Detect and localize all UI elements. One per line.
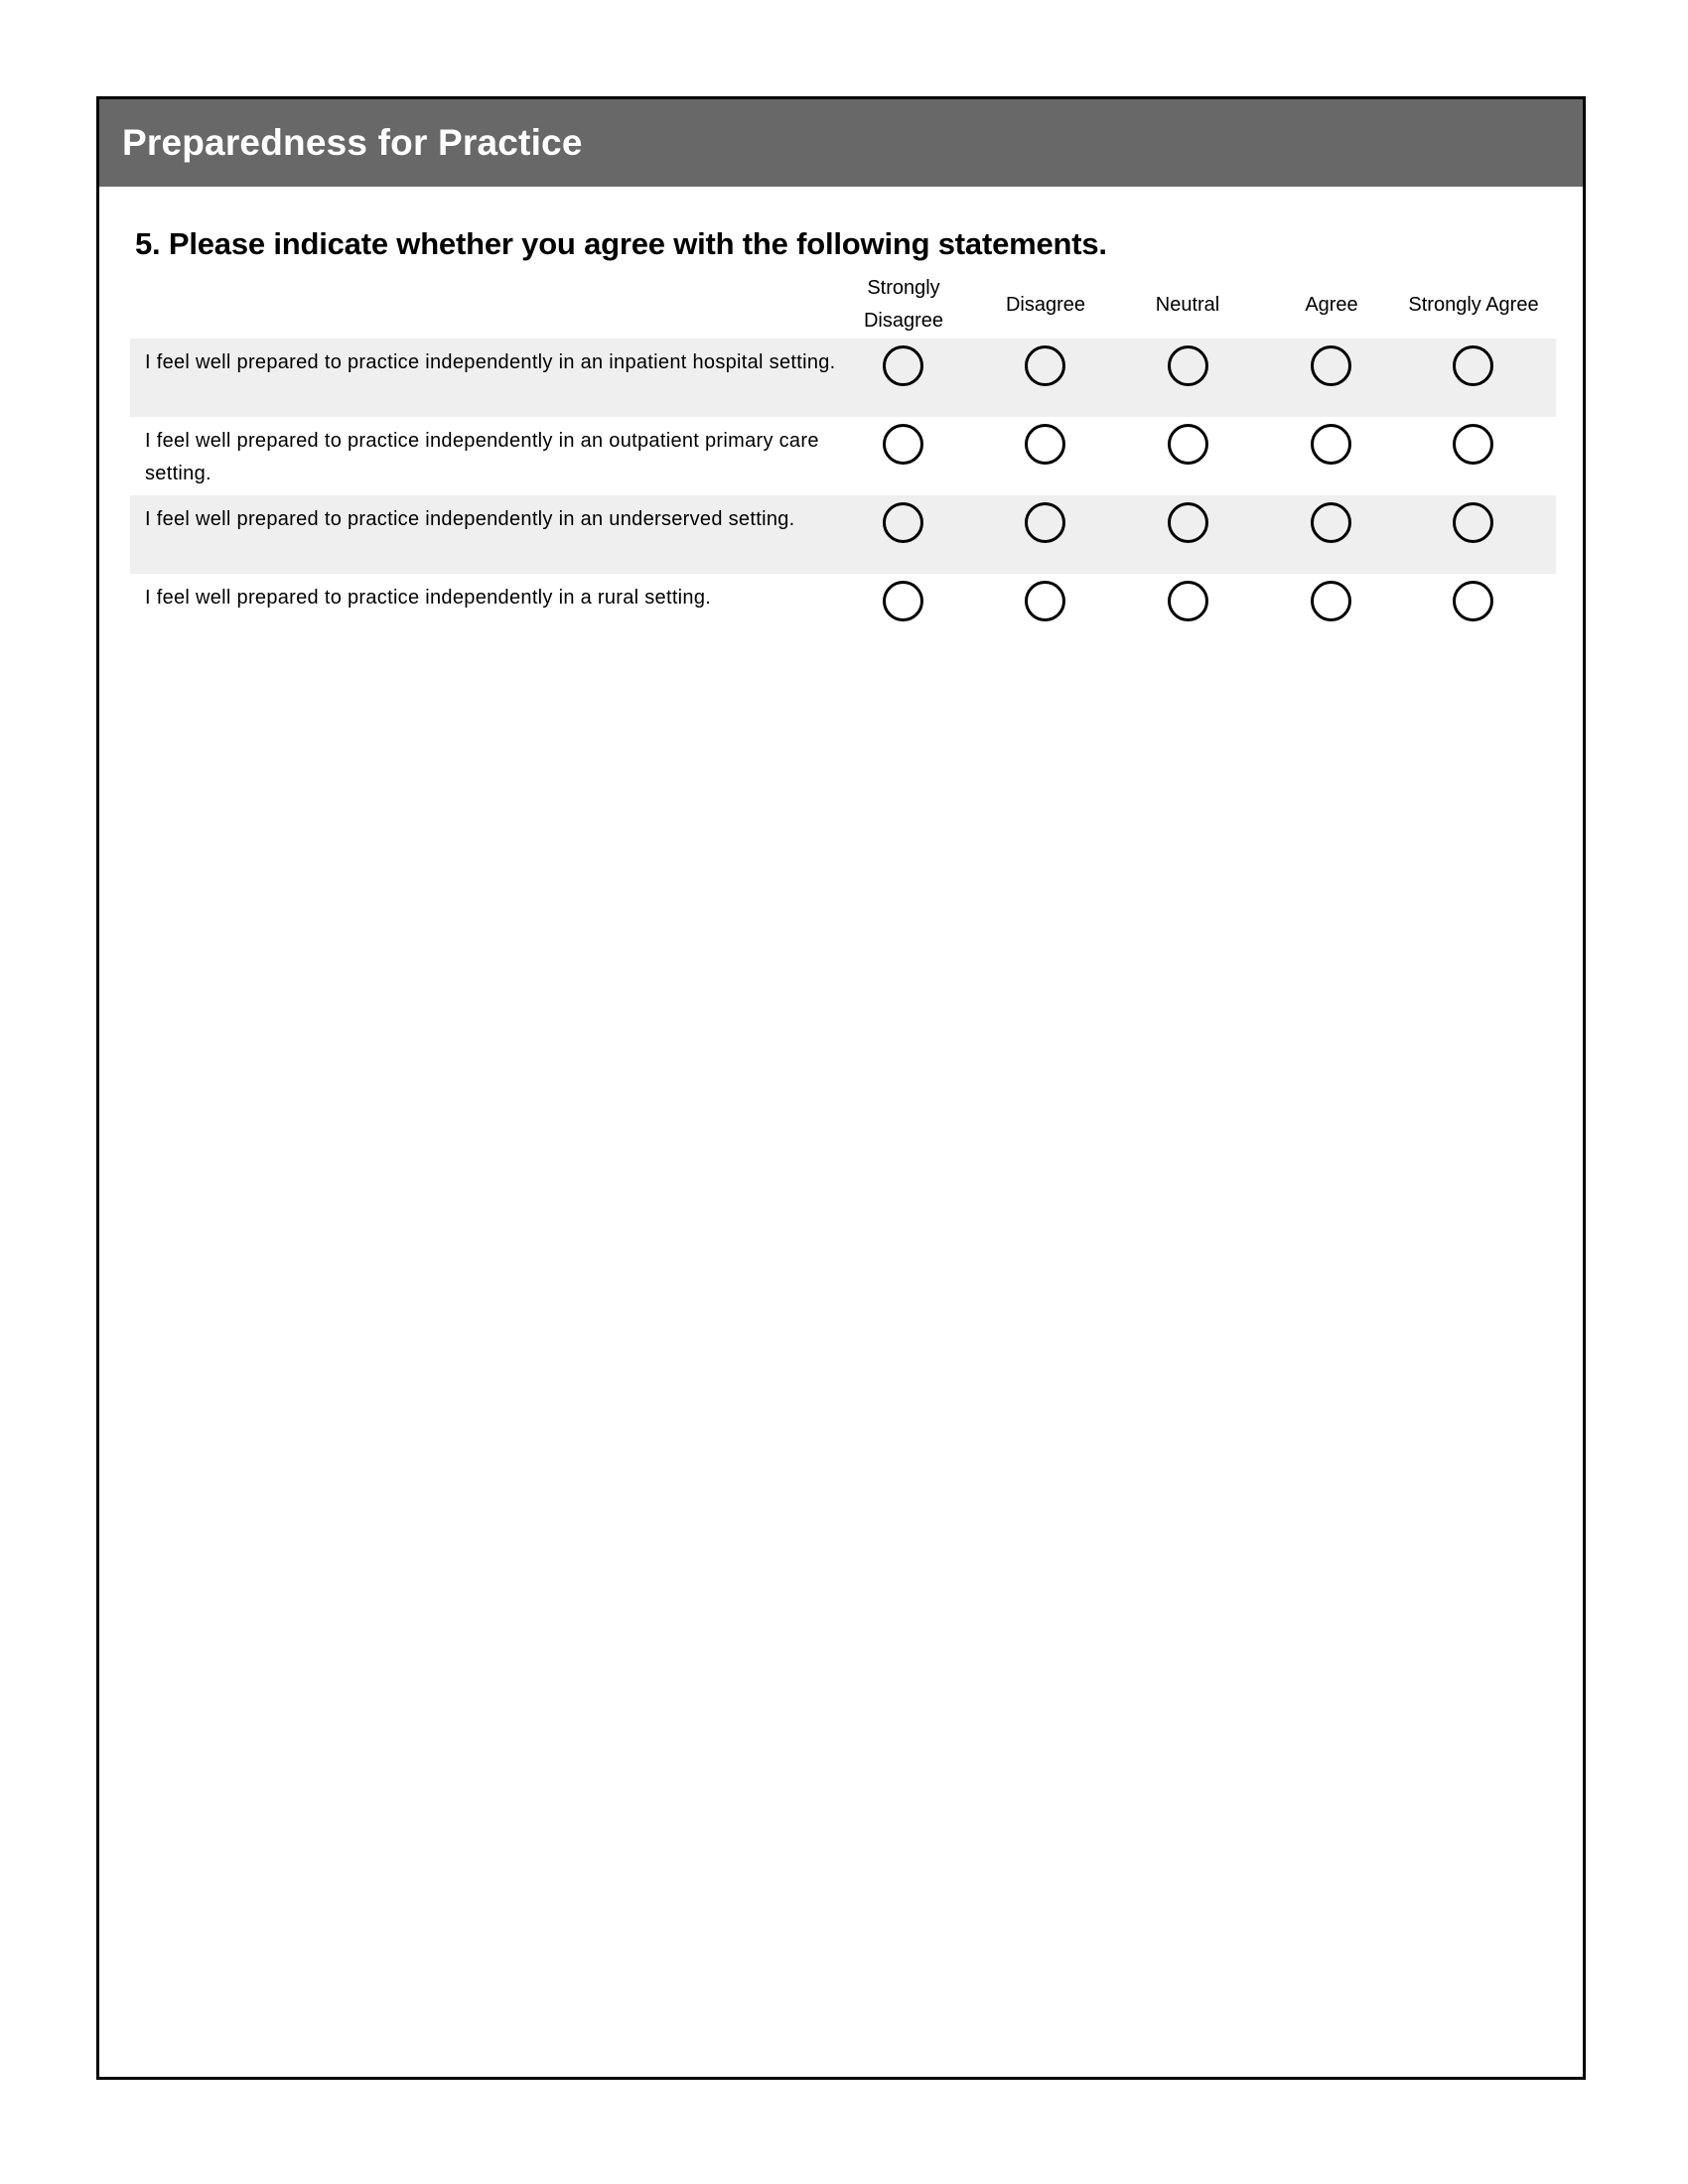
statement-label: I feel well prepared to practice independently in an outpatient primary care setting. bbox=[145, 430, 819, 484]
statement-row-inpatient bbox=[130, 339, 1556, 417]
radio-disagree[interactable] bbox=[1025, 345, 1065, 386]
radio-strongly-agree[interactable] bbox=[1453, 345, 1493, 386]
radio-strongly-agree[interactable] bbox=[1453, 424, 1493, 465]
scale-header-row bbox=[130, 271, 1556, 339]
radio-agree[interactable] bbox=[1311, 502, 1351, 543]
radio-disagree[interactable] bbox=[1025, 502, 1065, 543]
question-title: 5. Please indicate whether you agree with the following statements. bbox=[135, 226, 1107, 261]
radio-strongly-disagree[interactable] bbox=[883, 502, 923, 543]
radio-agree[interactable] bbox=[1311, 581, 1351, 621]
survey-page bbox=[96, 96, 1586, 2080]
scale-label-agree: Agree bbox=[1305, 293, 1358, 316]
radio-agree[interactable] bbox=[1311, 424, 1351, 465]
radio-disagree[interactable] bbox=[1025, 581, 1065, 621]
scale-label-neutral: Neutral bbox=[1155, 293, 1220, 316]
radio-strongly-disagree[interactable] bbox=[883, 581, 923, 621]
statement-label: I feel well prepared to practice independently in a rural setting. bbox=[145, 587, 712, 609]
radio-strongly-disagree[interactable] bbox=[883, 424, 923, 465]
radio-disagree[interactable] bbox=[1025, 424, 1065, 465]
scale-label-disagree: Disagree bbox=[1005, 293, 1086, 316]
radio-strongly-disagree[interactable] bbox=[883, 345, 923, 386]
radio-neutral[interactable] bbox=[1168, 581, 1208, 621]
statement-label: I feel well prepared to practice independently in an inpatient hospital setting. bbox=[145, 351, 836, 373]
section-header: Preparedness for Practice bbox=[99, 99, 1583, 187]
statement-row-outpatient bbox=[130, 417, 1556, 495]
scale-label-strongly-agree: Strongly Agree bbox=[1408, 293, 1539, 316]
radio-strongly-agree[interactable] bbox=[1453, 502, 1493, 543]
radio-neutral[interactable] bbox=[1168, 345, 1208, 386]
statement-row-rural bbox=[130, 574, 1556, 652]
scale-label-strongly-disagree: Strongly Disagree bbox=[863, 277, 944, 332]
likert-matrix bbox=[130, 271, 1556, 652]
radio-strongly-agree[interactable] bbox=[1453, 581, 1493, 621]
radio-agree[interactable] bbox=[1311, 345, 1351, 386]
radio-neutral[interactable] bbox=[1168, 502, 1208, 543]
statement-label: I feel well prepared to practice independently in an underserved setting. bbox=[145, 508, 795, 530]
radio-neutral[interactable] bbox=[1168, 424, 1208, 465]
statement-row-underserved bbox=[130, 495, 1556, 574]
